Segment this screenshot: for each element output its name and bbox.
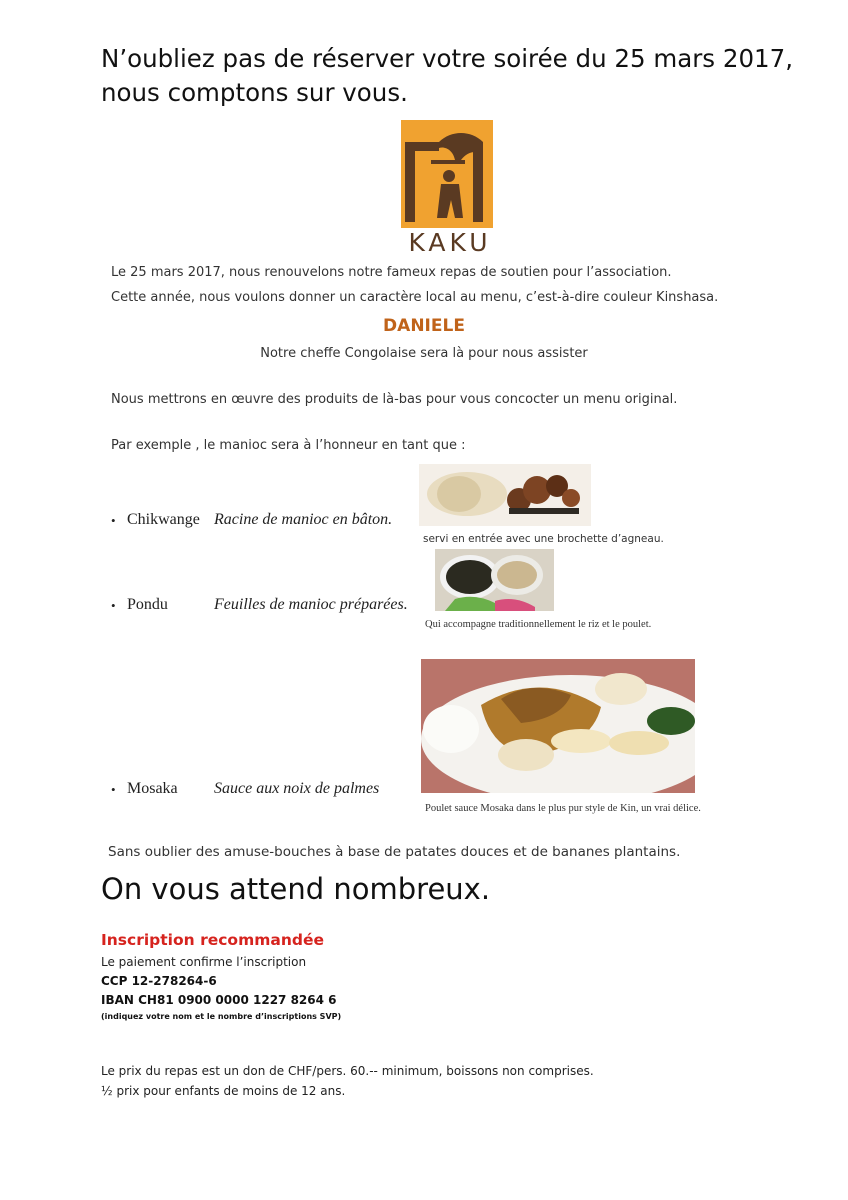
page-headline: [101, 42, 801, 110]
logo-wordmark: KAKU: [408, 228, 492, 257]
headline-line-1: N’oubliez pas de réserver votre soirée du 25 mars 2017,: [101, 44, 793, 73]
mosaka-photo: [421, 659, 695, 793]
intro-line-2: Cette année, nous voulons donner un caractère local au menu, c’est-à-dire couleur Kinshasa.: [111, 290, 719, 305]
dish-description: Racine de manioc en bâton.: [214, 511, 393, 528]
chef-description: Notre cheffe Congolaise sera là pour nous assister: [260, 346, 588, 361]
registration-ccp: CCP 12-278264-6: [101, 974, 217, 988]
bullet-icon: •: [111, 782, 116, 797]
dish-description: Sauce aux noix de palmes: [214, 780, 380, 797]
registration-note: (indiquez votre nom et le nombre d’inscriptions SVP): [101, 1012, 342, 1021]
example-text: Par exemple , le manioc sera à l’honneur en tant que :: [111, 438, 466, 453]
closing-text: Sans oublier des amuse-bouches à base de patates douces et de bananes plantains.: [108, 844, 681, 860]
pondu-photo: [435, 549, 554, 611]
dish-description: Feuilles de manioc préparées.: [214, 596, 408, 613]
registration-title: Inscription recommandée: [101, 931, 324, 949]
kaku-logo-graphic: [401, 120, 493, 228]
dish-caption: Poulet sauce Mosaka dans le plus pur style de Kin, un vrai délice.: [425, 803, 701, 814]
dish-name: Mosaka: [127, 780, 178, 797]
dish-caption: Qui accompagne traditionnellement le riz et le poulet.: [425, 619, 652, 630]
products-text: Nous mettrons en œuvre des produits de là-bas pour vous concocter un menu original.: [111, 392, 678, 407]
chef-name: DANIELE: [383, 316, 465, 336]
kaku-logo: [401, 120, 493, 228]
price-line-1: Le prix du repas est un don de CHF/pers. 60.-- minimum, boissons non comprises.: [101, 1064, 594, 1078]
chikwange-photo: [419, 464, 591, 526]
welcome-heading: On vous attend nombreux.: [101, 872, 491, 906]
price-line-2: ½ prix pour enfants de moins de 12 ans.: [101, 1084, 346, 1098]
intro-line-1: Le 25 mars 2017, nous renouvelons notre fameux repas de soutien pour l’association.: [111, 265, 672, 280]
dish-name: Chikwange: [127, 511, 200, 528]
dish-caption: servi en entrée avec une brochette d’agneau.: [423, 533, 664, 545]
bullet-icon: •: [111, 598, 116, 613]
headline-line-2: nous comptons sur vous.: [101, 78, 408, 107]
registration-iban: IBAN CH81 0900 0000 1227 8264 6: [101, 993, 337, 1007]
bullet-icon: •: [111, 513, 116, 528]
dish-name: Pondu: [127, 596, 168, 613]
registration-payment: Le paiement confirme l’inscription: [101, 955, 307, 969]
